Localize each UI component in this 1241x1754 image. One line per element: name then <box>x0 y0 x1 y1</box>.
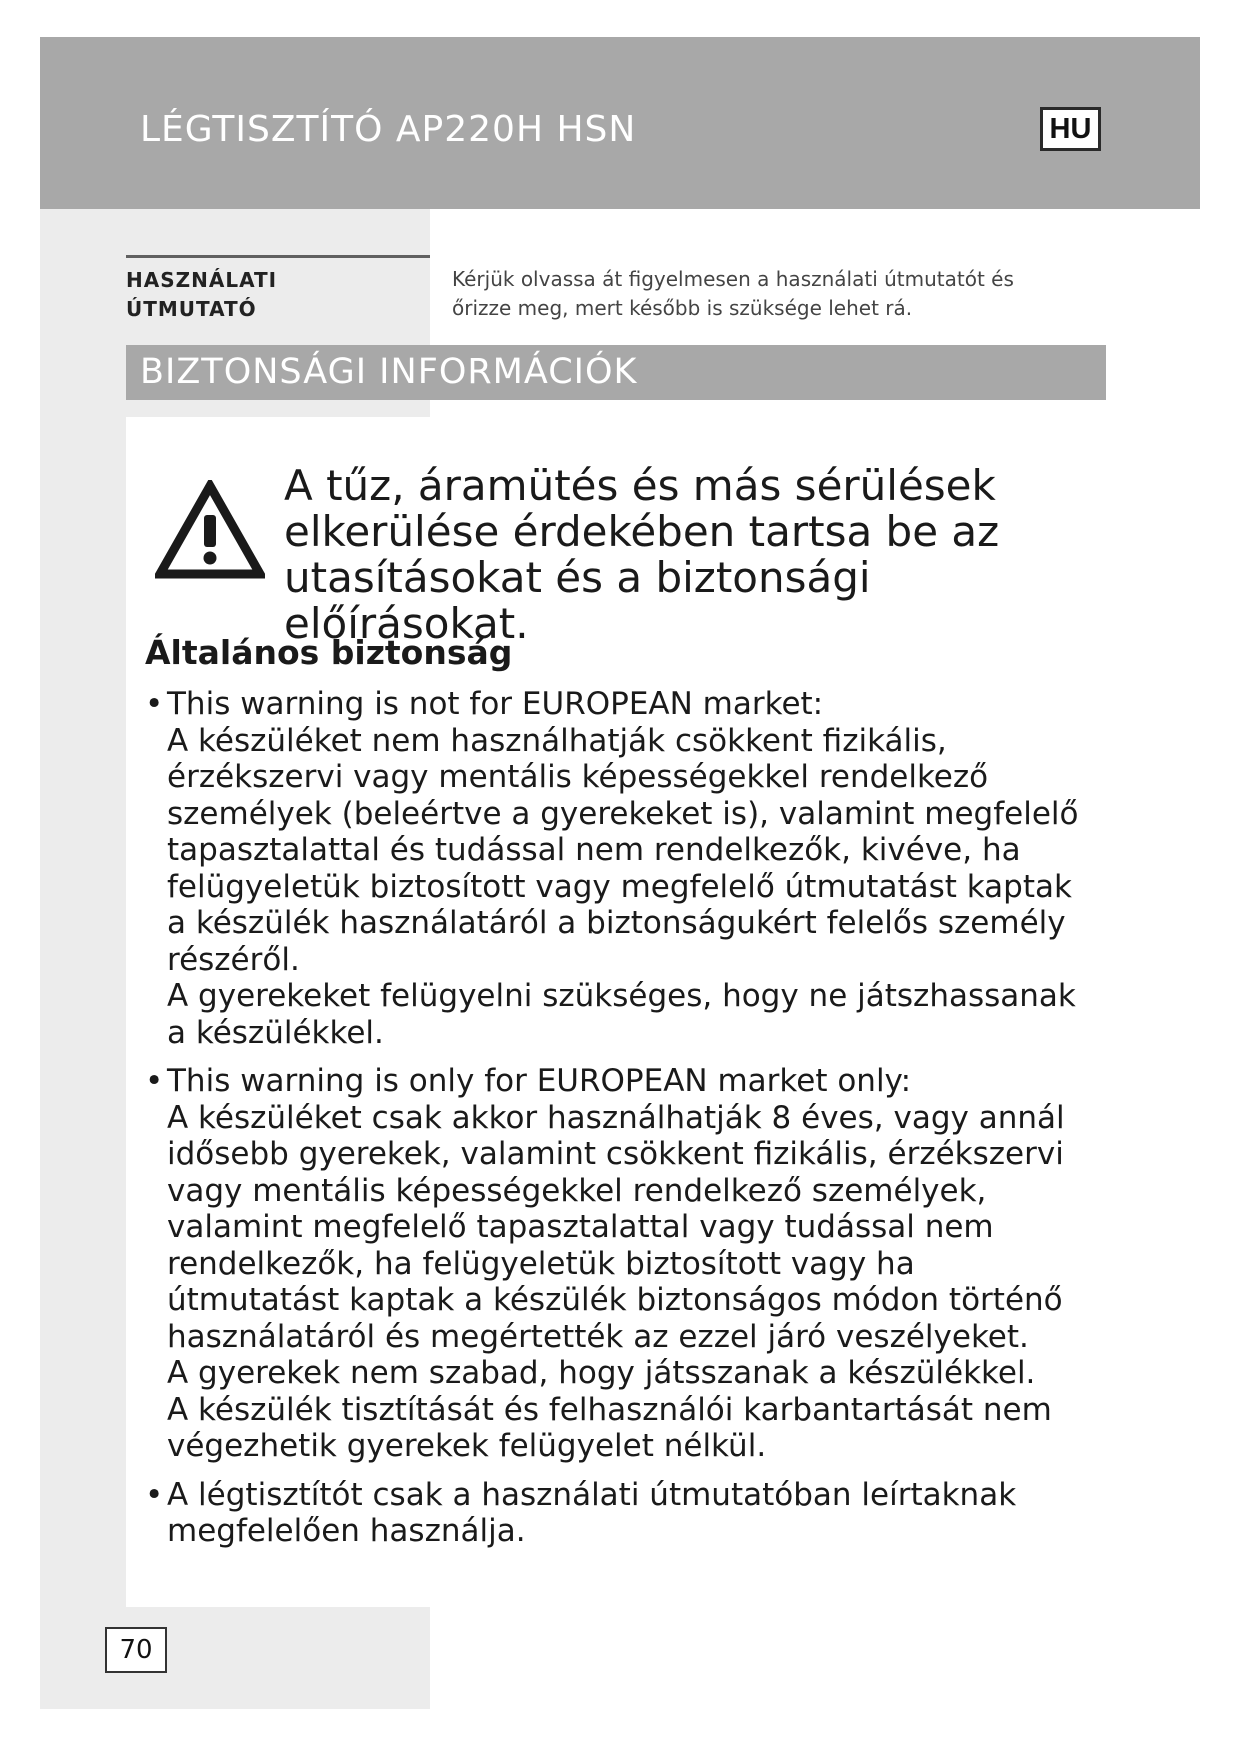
bullet-line: A légtisztítót csak a használati útmutatóban leírtaknak <box>167 1476 1017 1513</box>
bullet-line: This warning is not for EUROPEAN market: <box>167 686 824 722</box>
header-bar <box>40 37 1200 209</box>
bullet-line: A gyerekeket felügyelni szükséges, hogy ne játszhassanak <box>167 978 1076 1014</box>
page-number: 70 <box>105 1627 167 1673</box>
bullet-line: valamint megfelelő tapasztalattal vagy tudással nem <box>167 1209 994 1245</box>
bullet-dot: • <box>145 686 164 722</box>
warning-line: A tűz, áramütés és más sérülések <box>284 461 996 510</box>
bullet-line: személyek (beleértve a gyerekeket is), valamint megfelelő <box>167 795 1079 832</box>
intro-text <box>452 265 1112 323</box>
warning-line: elkerülése érdekében tartsa be az <box>284 507 1000 556</box>
safety-bullet-list <box>145 686 1120 1562</box>
warning-line: utasításokat és a biztonsági előírásokat. <box>284 553 871 648</box>
bullet-line: This warning is only for EUROPEAN market only: <box>167 1063 912 1099</box>
warning-statement <box>284 463 1124 647</box>
safety-bullet <box>145 1477 1120 1550</box>
bullet-line: A gyerekek nem szabad, hogy játsszanak a készülékkel. <box>167 1355 1036 1391</box>
language-badge: HU <box>1040 107 1101 151</box>
safety-bullet <box>145 1063 1120 1465</box>
intro-line: őrizze meg, mert később is szüksége lehet rá. <box>452 296 913 320</box>
bullet-line: végezhetik gyerekek felügyelet nélkül. <box>167 1428 767 1464</box>
manual-label-line: ÚTMUTATÓ <box>126 297 257 321</box>
bullet-line: idősebb gyerekek, valamint csökkent fizikális, érzékszervi <box>167 1136 1064 1172</box>
manual-label <box>126 255 430 324</box>
bullet-line: felügyeletük biztosított vagy megfelelő útmutatást kaptak <box>167 868 1072 905</box>
bullet-line: rendelkezők, ha felügyeletük biztosított vagy ha <box>167 1245 915 1282</box>
bullet-line: útmutatást kaptak a készülék biztonságos módon történő <box>167 1282 1063 1318</box>
section-title: BIZTONSÁGI INFORMÁCIÓK <box>126 345 1106 400</box>
bullet-dot: • <box>145 1063 164 1099</box>
safety-bullet <box>145 686 1120 1051</box>
manual-label-line: HASZNÁLATI <box>126 268 278 292</box>
bullet-line: részéről. <box>167 941 300 978</box>
bullet-line: A készüléket csak akkor használhatják 8 éves, vagy annál <box>167 1099 1065 1136</box>
bullet-line: megfelelően használja. <box>167 1513 526 1549</box>
bullet-line: használatáról és megértették az ezzel járó veszélyeket. <box>167 1318 1029 1355</box>
bullet-line: vagy mentális képességekkel rendelkező személyek, <box>167 1172 987 1209</box>
bullet-line: tapasztalattal és tudással nem rendelkezők, kivéve, ha <box>167 832 1021 868</box>
bullet-line: a készülékkel. <box>167 1014 384 1051</box>
bullet-dot: • <box>145 1476 164 1513</box>
intro-line: Kérjük olvassa át figyelmesen a használati útmutatót és <box>452 267 1014 291</box>
bullet-line: a készülék használatáról a biztonságukért felelős személy <box>167 905 1066 941</box>
bullet-line: A készüléket nem használhatják csökkent fizikális, <box>167 722 947 759</box>
document-title: LÉGTISZTÍTÓ AP220H HSN <box>140 109 637 150</box>
bullet-line: A készülék tisztítását és felhasználói karbantartását nem <box>167 1391 1052 1428</box>
warning-triangle-icon <box>155 480 265 580</box>
bullet-line: érzékszervi vagy mentális képességekkel rendelkező <box>167 759 989 795</box>
general-safety-heading: Általános biztonság <box>145 633 513 672</box>
